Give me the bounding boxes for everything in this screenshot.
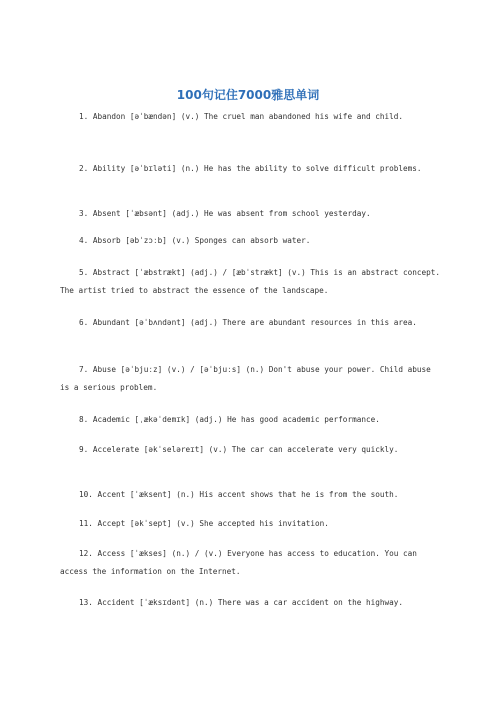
vocab-entry-2: 2. Ability [əˈbɪləti] (n.) He has the ability to solve difficult problems. — [79, 164, 422, 173]
vocab-entry-9: 9. Accelerate [əkˈseləreɪt] (v.) The car can accelerate very quickly. — [79, 445, 399, 454]
vocab-entry-11: 11. Accept [əkˈsept] (v.) She accepted his invitation. — [79, 519, 329, 528]
vocab-entry-10: 10. Accent [ˈæksent] (n.) His accent shows that he is from the south. — [79, 490, 399, 499]
vocab-entry-3: 3. Absent [ˈæbsənt] (adj.) He was absent from school yesterday. — [79, 209, 371, 218]
vocab-entry-1: 1. Abandon [əˈbændən] (v.) The cruel man abandoned his wife and child. — [79, 112, 403, 121]
vocab-entry-12: 12. Access [ˈækses] (n.) / (v.) Everyone has access to education. You can access the information on the Internet. — [60, 549, 417, 576]
document-title: 100句记住7000雅思单词 — [176, 88, 320, 102]
vocab-entry-13: 13. Accident [ˈæksɪdənt] (n.) There was a car accident on the highway. — [79, 598, 403, 607]
vocab-entry-4: 4. Absorb [əbˈzɔːb] (v.) Sponges can absorb water. — [79, 236, 311, 245]
vocab-entry-6: 6. Abundant [əˈbʌndənt] (adj.) There are abundant resources in this area. — [79, 318, 417, 327]
vocab-entry-7: 7. Abuse [əˈbjuːz] (v.) / [əˈbjuːs] (n.) Don't abuse your power. Child abuse is a serious problem. — [60, 365, 431, 392]
vocab-entry-8: 8. Academic [ˌækəˈdemɪk] (adj.) He has good academic performance. — [79, 415, 380, 424]
vocab-entry-5: 5. Abstract [ˈæbstrækt] (adj.) / [æbˈstrækt] (v.) This is an abstract concept. The artist tried to abstract the essence of the landscape. — [60, 268, 441, 295]
